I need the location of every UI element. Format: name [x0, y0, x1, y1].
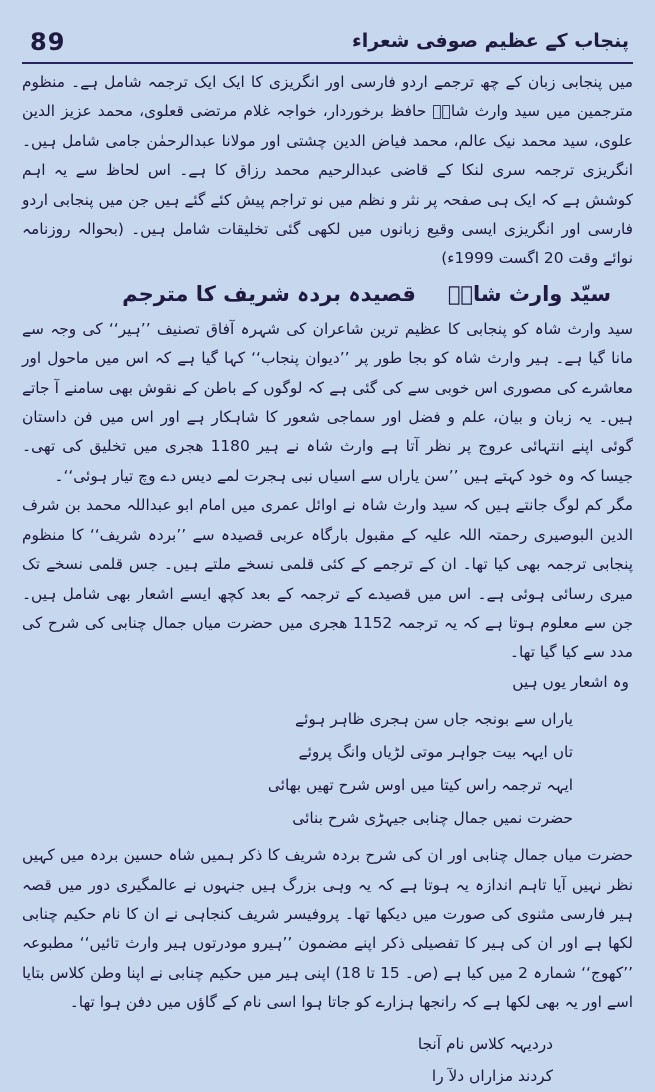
- body-text: [22, 68, 633, 1092]
- closing-verse: [22, 1028, 633, 1092]
- section-heading: [22, 276, 633, 312]
- verse-line: کردند مزاراں دلآ را: [431, 1066, 553, 1085]
- verse-intro: وہ اشعار یوں ہیں: [512, 672, 629, 691]
- verse-line: تاں ایہہ بیت جواہر موتی لڑیاں وانگ پروئے: [298, 743, 573, 762]
- section-heading-subtitle: قصیدہ بردہ شریف کا مترجم: [122, 281, 416, 306]
- verse-line: ایہہ ترجمہ راس کیتا میں اوس شرح تھیں بھائی: [267, 776, 573, 795]
- running-title: پنجاب کے عظیم صوفی شعراء: [352, 30, 629, 52]
- page-number: 89: [30, 28, 66, 56]
- verse-line: یاراں سے بونجہ جاں سن ہجری ظاہر ہوئے: [295, 710, 573, 729]
- paragraph: سید وارث شاہ کو پنجابی کا عظیم ترین شاعران کی شہرہ آفاق تصنیف ’’ہیر‘‘ کی وجہ سے مانا گیا ہے۔ ہیر وارث شاہ کو بجا طور پر ’’دیوان پنجاب‘‘ کہا گیا ہے کہ اس میں ماحول اور معاشرے کی مصوری اس خوبی سے کی گئی ہے کہ لوگوں کے باطن کے نقوش بھی سامنے آ جاتے ہیں۔ یہ زبان و بیان، علم و فضل اور سماجی شعور کا شاہکار ہے اور اس میں فن داستان گوئی اپنے انتہائی عروج پر نظر آتا ہے وارث شاہ نے ہیر 1180 ھجری میں تخلیق کی تھی۔ جیسا کہ وہ خود کہتے ہیں ’’سن یاراں سے اسیاں نبی ہجرت لمے دیس دے وچ تیار ہوئی‘‘۔: [22, 319, 633, 485]
- paragraph: مگر کم لوگ جانتے ہیں کہ سید وارث شاہ نے اوائل عمری میں امام ابو عبداللہ محمد بن شرف الدین البوصیری رحمتہ اللہ علیہ کے مقبول بارگاہ عربی قصیدہ سے ’’بردہ شریف‘‘ کا منظوم پنجابی ترجمہ بھی کیا تھا۔ ان کے ترجمے کے کئی قلمی نسخے ملتے ہیں۔ جس قلمی نسخے تک میری رسائی ہوئی ہے۔ اس میں قصیدے کے ترجمہ کے بعد کچھ ایسے اشعار بھی شامل ہیں۔ جن سے معلوم ہوتا ہے کہ یہ ترجمہ 1152 ھجری میں حضرت میاں جمال چنابی کی شرح کی مدد سے کیا گیا تھا۔: [22, 496, 633, 662]
- paragraph: میں پنجابی زبان کے چھ ترجمے اردو فارسی اور انگریزی کا ایک ایک ترجمہ شامل ہے۔ منظوم مترجمین میں سید وارث شاہؒ حافظ برخوردار، خواجہ غلام مرتضی قعلوی، محمد عزیز الدین علوی، سید محمد نیک عالم، محمد فیاض الدین چشتی اور مولانا عبدالرحمٰن جامی شامل ہیں۔ انگریزی ترجمہ سری لنکا کے قاضی عبدالرحیم محمد رزاق کا ہے۔ اس لحاظ سے یہ اہم کوشش ہے کہ ایک ہی صفحہ پر نثر و نظم میں نو تراجم پیش کئے گئے ہیں جن میں پنجابی اردو فارسی اور انگریزی ایسی وقیع زبانوں میں لکھی گئی تخلیقات شامل ہیں۔ (بحوالہ روزنامہ نوائے وقت 20 اگست 1999ء): [22, 73, 633, 268]
- page-header: [22, 20, 633, 64]
- paragraph: حضرت میاں جمال چنابی اور ان کی شرح بردہ شریف کا ذکر ہمیں شاہ حسین بردہ میں کہیں نظر نہیں آیا تاہم اندازہ یہ ہوتا ہے کہ یہ وہی بزرگ ہیں جنہوں نے عالمگیری دور میں قصہ ہیر فارسی مثنوی کی صورت میں دیکھا تھا۔ پروفیسر شریف کنجاہی نے ان کا نام حکیم چنابی لکھا ہے اور ان کی ہیر کا تفصیلی ذکر اپنے مضمون ’’ہیرو مودرتوں ہیر وارث تائیں‘‘ مطبوعہ ’’کھوج‘‘ شمارہ 2 میں کیا ہے (ص۔ 15 تا 18) اپنی ہیر میں حکیم چنابی نے اپنا وطن کلاس بتایا اسے اور یہ بھی لکھا ہے کہ رانجھا ہزارے کو جاتا ہوا اسی نام کے گاؤں میں دفن ہوا تھا۔: [22, 846, 633, 1012]
- verse-block: [22, 703, 633, 835]
- verse-line: دردیہہ کلاس نام آنجا: [417, 1034, 553, 1053]
- verse-line: حضرت نمیں جمال چنابی جیہڑی شرح بنائی: [292, 809, 573, 828]
- section-heading-name: سیّد وارث شاہؒ: [447, 281, 611, 306]
